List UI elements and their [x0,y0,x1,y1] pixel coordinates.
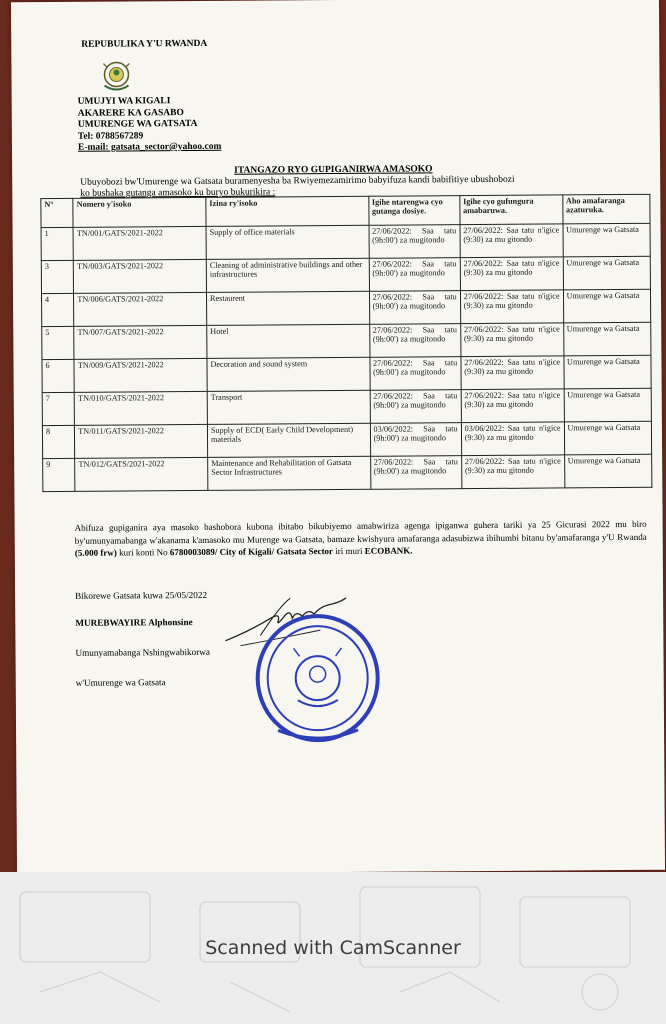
cell-source: Umurenge wa Gatsata [564,421,652,455]
cell-name: Restaurent [206,291,369,325]
cell-source: Umurenge wa Gatsata [564,454,652,488]
document-page [11,0,665,874]
header-source: Aho amafaranga azaturuka. [562,194,650,224]
cell-opening: 27/06/2022: Saa tatu n'igice (9:30) za mu gitondo [461,356,564,390]
cell-deadline: 27/06/2022: Saa tatu (9h:00') za mugitondo [370,456,461,490]
cell-number: TN/003/GATS/2021-2022 [74,259,207,293]
table-row [43,454,652,491]
header-number: Nomero y'isoko [73,197,206,227]
cell-deadline: 27/06/2022: Saa tatu (9h:00') za mugitondo [369,225,460,259]
cell-no: 5 [42,326,75,359]
address-phone: Tel: 0788567289 [77,130,144,142]
cell-number: TN/012/GATS/2021-2022 [75,457,208,491]
republic-heading: REPUBULIKA Y'U RWANDA [81,38,208,50]
notice-account: 6780003089/ City of Kigali/ Gatsata Sector [169,546,334,558]
address-email: E-mail: gatsata_sector@yahoo.com [77,141,222,153]
cell-source: Umurenge wa Gatsata [563,256,651,290]
cell-source: Umurenge wa Gatsata [563,322,651,356]
cell-number: TN/009/GATS/2021-2022 [74,358,207,392]
table-row [41,256,650,293]
cell-no: 6 [42,359,75,392]
signatory-organization: w'Umurenge wa Gatsata [75,677,166,688]
cell-number: TN/007/GATS/2021-2022 [74,325,207,359]
rwanda-emblem-icon [97,59,135,93]
cell-opening: 27/06/2022: Saa tatu n'igice (9:30) za mu gitondo [460,323,563,357]
document-title: ITANGAZO RYO GUPIGANIRWA AMASOKO [234,164,433,176]
notice-mid: kuri konti No [116,547,170,558]
cell-opening: 27/06/2022: Saa tatu n'igice (9:30) za mu gitondo [460,224,563,258]
address-sector: UMURENGE WA GATSATA [77,118,198,130]
notice-bank: ECOBANK. [364,545,413,556]
cell-source: Umurenge wa Gatsata [563,355,651,389]
table-row [41,223,650,260]
signature-date: Bikorewe Gatsata kuwa 25/05/2022 [75,589,208,601]
tenders-table [40,194,652,492]
cell-opening: 03/06/2022: Saa tatu n'igice (9:30) za mu gitondo [461,422,564,456]
cell-name: Decoration and sound system [207,357,370,391]
cell-source: Umurenge wa Gatsata [564,388,652,422]
cell-no: 9 [43,458,76,491]
cell-deadline: 27/06/2022: Saa tatu (9h:00') za mugitondo [369,291,460,325]
cell-no: 4 [41,293,74,326]
table-row [42,322,651,359]
notice-paragraph [75,518,647,559]
notice-text: Abifuza gupiganira aya masoko bashobora kubona ibitabo bikubiyemo amabwiriza agenga ipiganwa guhera tariki ya 25 Gicurasi 2022 mu biro by'umunyamabanga w'akanama k'amasoko mu Murenge wa Gatsata, bamaze kwishyura amafaranga adasubizwa ibihumbi bitanu by'amafaranga y'U Rwanda [74,518,647,546]
cell-no: 7 [42,392,75,425]
signatory-role: Umunyamabanga Nshingwabikorwa [75,646,211,658]
cell-name: Supply of office materials [206,225,369,259]
table-row [42,421,651,458]
cell-deadline: 27/06/2022: Saa tatu (9h:00') za mugitondo [370,390,461,424]
cell-opening: 27/06/2022: Saa tatu n'igice (9:30) za mu gitondo [461,455,564,489]
cell-number: TN/010/GATS/2021-2022 [75,391,208,425]
cell-deadline: 27/06/2022: Saa tatu (9h:00') za mugitondo [369,258,460,292]
cell-opening: 27/06/2022: Saa tatu n'igice (9:30) za mu gitondo [460,290,563,324]
header-no: N° [41,198,74,227]
cell-name: Cleaning of administrative buildings and other infrastructures [206,258,369,292]
cell-name: Hotel [207,324,370,358]
address-block [78,96,222,154]
camscanner-watermark: Scanned with CamScanner [205,937,461,959]
header-deadline: Igihe ntarengwa cyo gutanga dosiye. [368,196,459,226]
cell-name: Transport [207,390,370,424]
table-row [41,289,650,326]
header-name: Izina ry'isoko [206,196,369,226]
notice-amount: (5.000 frw) [74,547,117,558]
cell-deadline: 27/06/2022: Saa tatu (9h:00') za mugitondo [369,324,460,358]
cell-name: Supply of ECD( Early Child Development) materials [207,423,370,457]
cell-no: 8 [42,425,75,458]
notice-end: iri muri [333,545,365,557]
cell-source: Umurenge wa Gatsata [563,223,651,257]
cell-opening: 27/06/2022: Saa tatu n'igice (9:30) za mu gitondo [461,389,564,423]
official-stamp-icon [247,600,388,747]
cell-no: 1 [41,227,74,260]
cell-number: TN/006/GATS/2021-2022 [74,292,207,326]
cell-number: TN/011/GATS/2021-2022 [75,424,208,458]
address-district: AKARERE KA GASABO [77,107,184,119]
cell-source: Umurenge wa Gatsata [563,289,651,323]
cell-deadline: 27/06/2022: Saa tatu (9h:00') za mugitondo [369,357,460,391]
table-row [42,355,651,392]
cell-name: Maintenance and Rehabilitation of Gatsata Sector Infrastructures [208,456,371,490]
header-opening: Igihe cyo gufungura amabaruwa. [460,195,563,225]
address-city: UMUJYI WA KIGALI [77,96,171,107]
table-header-row [41,194,650,227]
cell-deadline: 03/06/2022: Saa tatu (9h:00') za mugitondo [370,423,461,457]
cell-no: 3 [41,260,74,293]
signatory-name: MUREBWAYIRE Alphonsine [75,617,193,628]
cell-opening: 27/06/2022: Saa tatu n'igice (9:30) za mu gitondo [460,257,563,291]
intro-text-underlined: ko bushaka gutanga amasoko ku buryo bukurikira : [80,187,276,199]
cell-number: TN/001/GATS/2021-2022 [73,226,206,260]
table-row [42,388,651,425]
intro-text: Ubuyobozi bw'Umurenge wa Gatsata buramenyesha ba Rwiyemezamirimo babyifuza kandi babifitiye ubushobozi [80,174,515,188]
